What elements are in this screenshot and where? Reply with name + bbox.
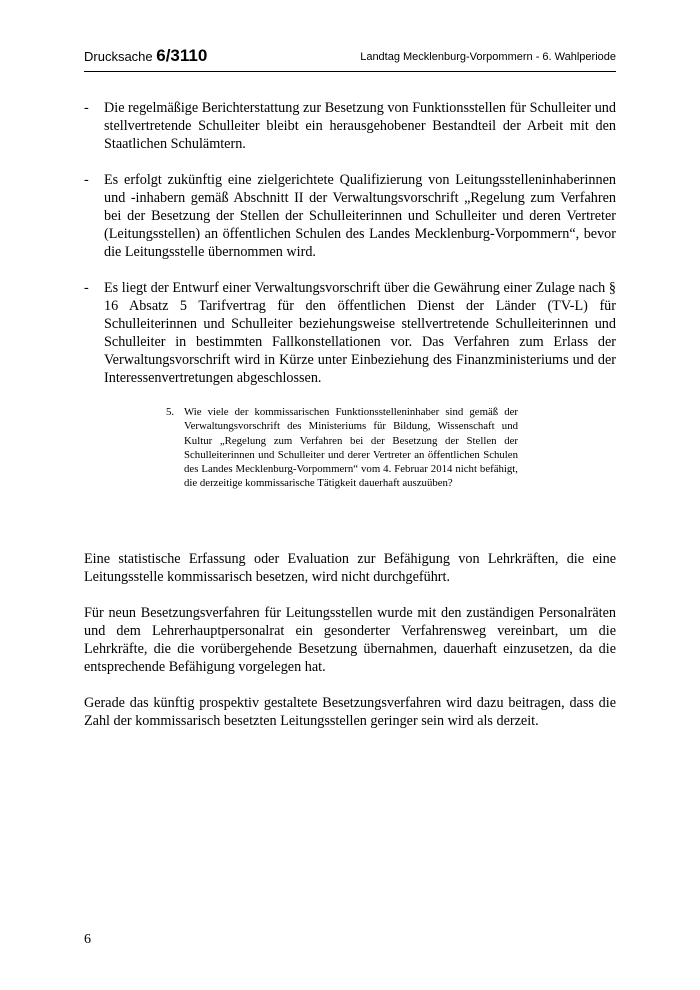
header-divider bbox=[84, 71, 616, 72]
document-number: 6/3110 bbox=[156, 46, 208, 65]
question-block bbox=[166, 405, 518, 491]
document-reference bbox=[84, 46, 207, 67]
list-item bbox=[84, 171, 616, 261]
bullet-dash: - bbox=[84, 280, 89, 296]
list-item bbox=[84, 279, 616, 387]
page-number: 6 bbox=[84, 932, 91, 947]
list-item bbox=[84, 99, 616, 153]
answer-block bbox=[84, 550, 616, 748]
bullet-dash: - bbox=[84, 100, 89, 116]
answer-paragraph: Eine statistische Erfassung oder Evaluation zur Befähigung von Lehrkräften, die eine Leitungsstelle kommissarisch besetzen, wird nicht durchgeführt. bbox=[84, 551, 616, 585]
answer-paragraph: Gerade das künftig prospektiv gestaltete Besetzungsverfahren wird dazu beitragen, dass die Zahl der kommissarisch besetzten Leitungsstellen geringer sein wird als derzeit. bbox=[84, 695, 616, 729]
list-item-text: Es erfolgt zukünftig eine zielgerichtete Qualifizierung von Leitungsstelleninhaberinnen und -inhabern gemäß Abschnitt II der Verwaltungsvorschrift „Regelung zum Verfahren bei der Besetzung der Stellen der Schulleiterinnen und Schulleiter und deren Vertreter (Leitungsstellen) an öffentlichen Schulen des Landes Mecklenburg-Vorpommern“, bevor die Leitungsstelle übernommen wird. bbox=[104, 172, 616, 260]
document-prefix: Drucksache bbox=[84, 49, 157, 64]
bullet-dash: - bbox=[84, 172, 89, 188]
page-header bbox=[84, 46, 616, 68]
measures-list bbox=[84, 99, 616, 405]
parliament-label: Landtag Mecklenburg-Vorpommern - 6. Wahlperiode bbox=[360, 51, 616, 63]
list-item-text: Die regelmäßige Berichterstattung zur Besetzung von Funktionsstellen für Schulleiter und stellvertretende Schulleiter bleibt ein herausgehobener Bestandteil der Arbeit mit den Staatlichen Schulämtern. bbox=[104, 100, 616, 152]
question-number: 5. bbox=[166, 406, 175, 418]
question-text: Wie viele der kommissarischen Funktionsstelleninhaber sind gemäß der Verwaltungsvorschrift des Ministeriums für Bildung, Wissenschaft und Kultur „Regelung zum Verfahren bei der Besetzung der Stellen der Schulleiterinnen und Schulleiter und derer Vertreter an öffentlichen Schulen des Landes Mecklenburg-Vorpommern“ vom 4. Februar 2014 nicht befähigt, die derzeitige kommissarische Tätigkeit dauerhaft auszuüben? bbox=[184, 406, 518, 490]
answer-paragraph: Für neun Besetzungsverfahren für Leitungsstellen wurde mit den zuständigen Personalräten und dem Lehrerhauptpersonalrat ein gesonderter Verfahrensweg vereinbart, um die Lehrkräfte, die die vorübergehende Besetzung übernahmen, dauerhaft einzusetzen, da die entsprechende Befähigung vorgelegen hat. bbox=[84, 605, 616, 675]
list-item-text: Es liegt der Entwurf einer Verwaltungsvorschrift über die Gewährung einer Zulage nach § 16 Absatz 5 Tarifvertrag für den öffentlichen Dienst der Länder (TV-L) für Schulleiterinnen und Schulleiter beziehungsweise stellvertretende Schulleiterinnen und Schulleiter in bestimmten Fallkonstellationen vor. Das Verfahren zum Erlass der Verwaltungsvorschrift wird in Kürze unter Einbeziehung des Finanzministeriums und der Interessenvertretungen abgeschlossen. bbox=[104, 280, 616, 386]
